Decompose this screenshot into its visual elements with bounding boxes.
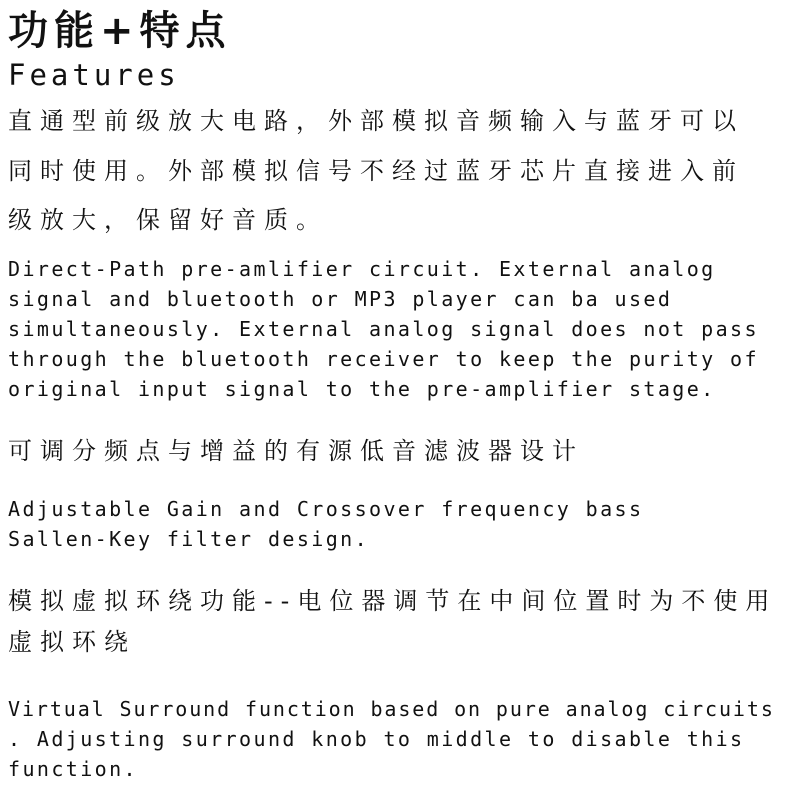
section3-en-line-1: Virtual Surround function based on pure analog circuits: [8, 697, 775, 721]
section1-cn-line-1: 直通型前级放大电路，外部模拟音频输入与蓝牙可以: [8, 107, 744, 135]
section2-en-line-2: Sallen-Key filter design.: [8, 527, 370, 551]
page-title-english: Features: [8, 58, 180, 92]
page-title-chinese: 功能+特点: [8, 8, 232, 54]
section1-cn-line-2: 同时使用。外部模拟信号不经过蓝牙芯片直接进入前: [8, 157, 744, 185]
section3-en-line-3: function.: [8, 757, 138, 781]
section1-en-line-4: through the bluetooth receiver to keep the purity of: [8, 347, 759, 371]
section2-en-line-1: Adjustable Gain and Crossover frequency bass: [8, 497, 644, 521]
section3-en-line-2: . Adjusting surround knob to middle to disable this: [8, 727, 745, 751]
section1-en-line-2: signal and bluetooth or MP3 player can ba used: [8, 287, 673, 311]
section1-en-line-5: original input signal to the pre-amplifier stage.: [8, 377, 716, 401]
section2-cn-line-1: 可调分频点与增益的有源低音滤波器设计: [8, 437, 584, 465]
section1-en-line-1: Direct-Path pre-amlifier circuit. External analog: [8, 257, 716, 281]
section1-cn-line-3: 级放大，保留好音质。: [8, 206, 328, 234]
section3-cn-line-2: 虚拟环绕: [8, 628, 136, 656]
section3-cn-line-1: 模拟虚拟环绕功能--电位器调节在中间位置时为不使用: [8, 587, 778, 615]
section1-en-line-3: simultaneously. External analog signal does not pass: [8, 317, 759, 341]
